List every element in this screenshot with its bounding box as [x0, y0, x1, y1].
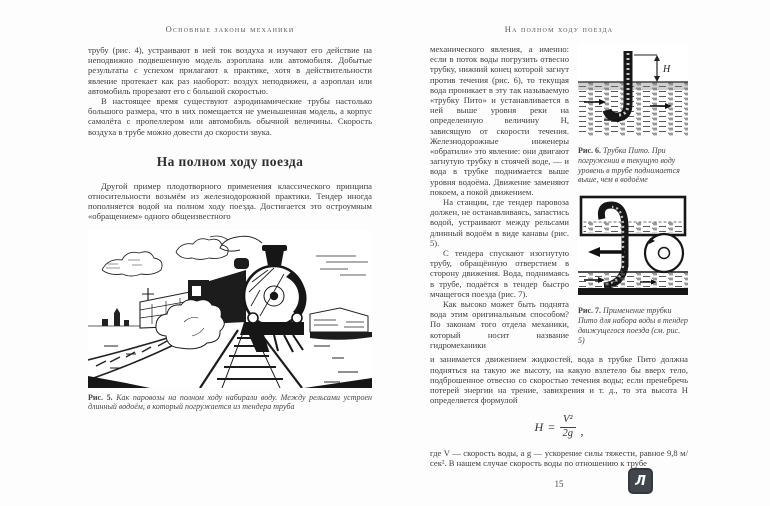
formula-denominator: 2g — [562, 428, 573, 440]
figure7-caption-text: Применение трубки Пито для набора воды в тендер движущегося поезда (см. рис. 5) — [578, 306, 688, 345]
tender-scoop-icon — [578, 194, 688, 296]
formula-lhs: H — [534, 419, 544, 434]
formula-equals: = — [548, 419, 555, 434]
paragraph-wind-tunnel-continuation: трубу (рис. 4), устраивают в ней ток воздуха и изучают его действие на неподвижно подвешенную модель аэроплана или автомобиля. Добытые результаты с успехом прилагают к практике, хотя в действительности явление протекает как раз наоборот: воздух неподвижен, а аэроплан или автомобиль прорезают его с большой скоростью. — [88, 45, 372, 96]
figure5-caption — [88, 393, 372, 413]
figure5-caption-label: Рис. 5. — [88, 392, 113, 402]
page-left — [88, 0, 372, 412]
paragraph-bent-pipe: С тендера спускают изогнутую трубу, обращённую отверстием в сторону движения. Вода, поднимаясь в трубе, подаётся в тендер быстро мчащегося поезда (рис. 7). — [430, 248, 569, 299]
figure6-height-label: H — [663, 64, 671, 75]
figure6-caption-text: Трубка Пито. При погружении в текущую воду уровень в трубе поднимается выше, чем в водоёме — [578, 146, 680, 185]
paragraph-after-formula: где V — скорость воды, а g — ускорение силы тяжести, равное 9,8 м/сек². В нашем случае скорость воды по отношению к трубе — [430, 447, 688, 468]
page-number: 15 — [554, 478, 564, 489]
labirint-logo-letter: Л — [635, 473, 646, 489]
page-right — [430, 0, 688, 489]
figure7-caption — [578, 306, 688, 345]
paragraph-hydromechanics-fullwidth: и занимается движением жидкостей, вода в трубке Пито должна подняться на такую же высоту, на какую взлетело бы вверх тело, подброшенное отвесно со скоростью течения воды; если пренебречь потерей энергии на трение, завихрения и т. д., то эта высота H определяется формулой — [430, 354, 688, 406]
labirint-logo — [628, 468, 653, 494]
right-text-column — [430, 44, 569, 354]
right-figure-column — [578, 44, 688, 354]
paragraph-wind-tunnels-today: В настоящее время существуют аэродинамические трубы настолько большого размера, что в них помещается не уменьшенная модель, а корпус самолёта с пропеллером или автомобиль обычной величины. Скорость воздуха в трубе можно довести до скорости звука. — [88, 96, 372, 137]
figure6-caption — [578, 146, 688, 185]
figure6-caption-label: Рис. 6. — [578, 146, 602, 155]
formula-comma: , — [580, 423, 584, 438]
formula-fraction — [560, 414, 576, 440]
paragraph-how-high: Как высоко может быть поднята вода этим оригинальным способом? По законам того отдела механики, который носит название гидромеханики — [430, 299, 569, 350]
figure5-caption-text: Как паровозы на полном ходу набирали воду. Между рельсами устроен длинный водоём, в который погружается из тендера труба — [88, 392, 373, 412]
paragraph-tender-intro: Другой пример плодотворного применения классического принципа относительности возьмём из железнодорожной практики. Тендер иногда пополняется водой на полном ходу поезда. Достигается это остроумным «обращением» одного общеизвестного — [88, 180, 372, 222]
figure6-pitot-tube — [578, 44, 688, 185]
formula-numerator: V² — [560, 414, 576, 428]
paragraph-pitot-principle: механического явления, а именно: если в поток воды погрузить отвесно трубку, нижний конец которой загнут против течения (рис. 6), то текущая вода проникает в эту так называемую «трубку Пито» и устанавливается в ней выше уровня реки на определенную величину H, зависящую от скорости течения. Железнодорожные инженеры «обратили» это явление: они двигают загнутую трубку в стоячей воде, — и вода в трубке поднимается выше уровня водоёма. Движение заменяют покоем, а покой движением. — [430, 44, 569, 197]
pitot-tube-icon — [578, 44, 688, 136]
section-heading-train: На полном ходу поезда — [156, 153, 304, 169]
two-column-area — [430, 44, 688, 354]
train-illustration-icon — [88, 230, 372, 388]
figure7-pitot-application — [578, 194, 688, 345]
left-running-header: Основные законы механики — [165, 24, 295, 34]
figure7-caption-label: Рис. 7. — [578, 306, 602, 316]
right-running-header: На полном ходу поезда — [504, 24, 614, 34]
formula-pitot-height — [430, 414, 688, 440]
paragraph-station-trough: На станции, где тендер паровоза должен, не останавливаясь, запастись водой, устраивают между рельсами длинный водоём в виде канавы (рис. 5). — [430, 197, 569, 248]
figure5-train-illustration — [88, 230, 372, 413]
